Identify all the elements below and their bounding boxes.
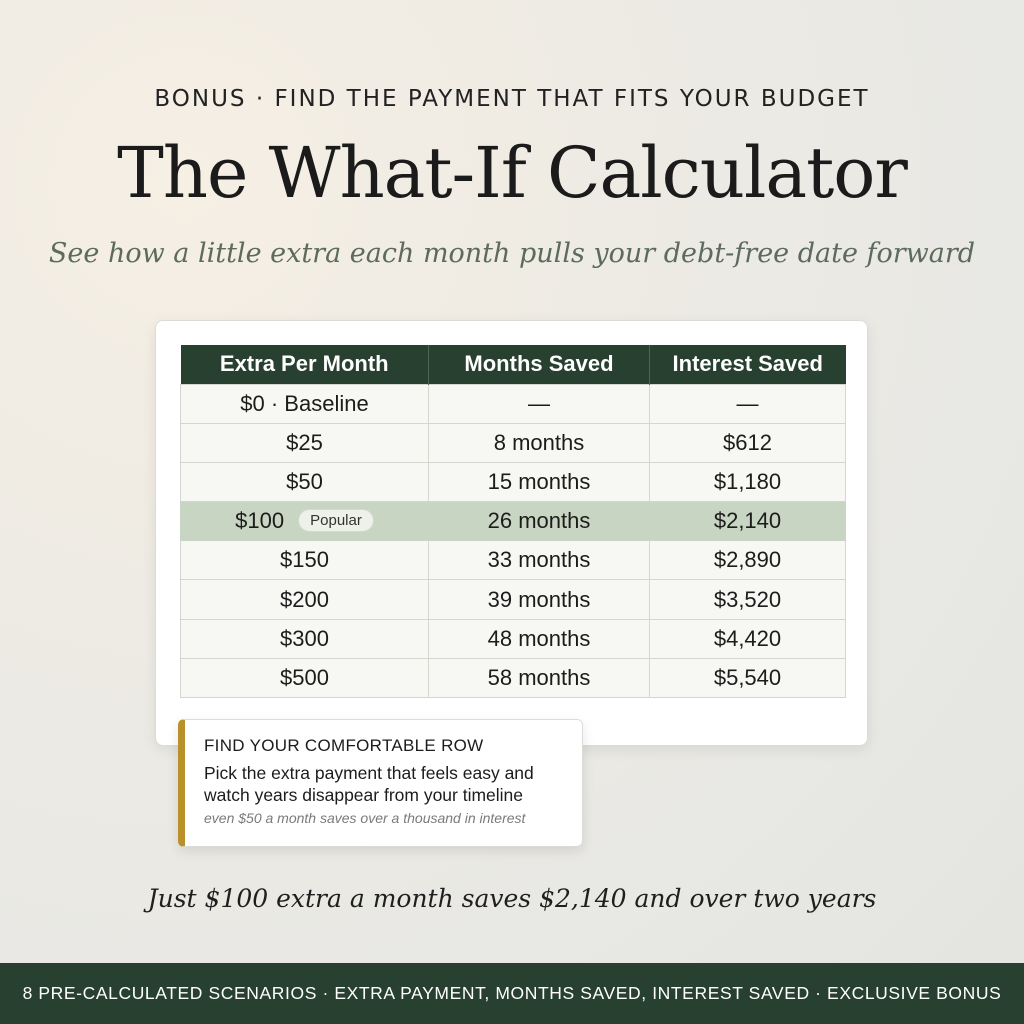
table-row bbox=[181, 423, 846, 462]
header-interest-saved: Interest Saved bbox=[650, 345, 846, 384]
popular-badge: Popular bbox=[298, 509, 374, 532]
header-months-saved: Months Saved bbox=[429, 345, 650, 384]
footer-text: 8 PRE-CALCULATED SCENARIOS · EXTRA PAYMENT, MONTHS SAVED, INTEREST SAVED · EXCLUSIVE BONUS bbox=[22, 983, 1002, 1003]
interest-cell: $3,520 bbox=[650, 580, 846, 619]
interest-cell: $2,890 bbox=[650, 541, 846, 580]
table-row bbox=[181, 619, 846, 658]
extra-cell: $150 bbox=[181, 541, 429, 580]
footer-banner bbox=[0, 963, 1024, 1024]
months-cell: 48 months bbox=[429, 619, 650, 658]
page-subtitle: See how a little extra each month pulls your debt-free date forward bbox=[48, 238, 976, 269]
table-row bbox=[181, 658, 846, 697]
interest-cell: — bbox=[650, 384, 846, 423]
interest-cell: $5,540 bbox=[650, 658, 846, 697]
table-row-highlighted bbox=[181, 502, 846, 541]
months-cell: 33 months bbox=[429, 541, 650, 580]
calculator-card bbox=[155, 320, 868, 746]
months-cell: 8 months bbox=[429, 423, 650, 462]
eyebrow-text: BONUS · FIND THE PAYMENT THAT FITS YOUR BUDGET bbox=[154, 86, 870, 112]
interest-cell: $4,420 bbox=[650, 619, 846, 658]
tip-callout bbox=[178, 719, 583, 847]
interest-cell: $2,140 bbox=[650, 502, 846, 541]
tip-heading: FIND YOUR COMFORTABLE ROW bbox=[204, 736, 484, 755]
page-title: The What-If Calculator bbox=[117, 132, 907, 214]
tip-footnote: even $50 a month saves over a thousand in interest bbox=[204, 810, 526, 826]
extra-cell: $200 bbox=[181, 580, 429, 619]
tip-body: Pick the extra payment that feels easy and watch years disappear from your timeline bbox=[204, 763, 534, 805]
interest-cell: $612 bbox=[650, 423, 846, 462]
header-extra-per-month: Extra Per Month bbox=[181, 345, 429, 384]
months-cell: 15 months bbox=[429, 462, 650, 501]
extra-cell bbox=[181, 502, 429, 541]
extra-cell: $300 bbox=[181, 619, 429, 658]
summary-caption: Just $100 extra a month saves $2,140 and over two years bbox=[147, 884, 877, 913]
months-cell: 58 months bbox=[429, 658, 650, 697]
what-if-table bbox=[180, 345, 846, 698]
extra-cell: $50 bbox=[181, 462, 429, 501]
table-row bbox=[181, 462, 846, 501]
extra-cell: $25 bbox=[181, 423, 429, 462]
months-cell: 39 months bbox=[429, 580, 650, 619]
table-row bbox=[181, 541, 846, 580]
months-cell: — bbox=[429, 384, 650, 423]
extra-cell: $0 · Baseline bbox=[181, 384, 429, 423]
extra-value: $100 bbox=[235, 508, 285, 534]
table-row bbox=[181, 384, 846, 423]
table-header-row bbox=[181, 345, 846, 384]
table-row bbox=[181, 580, 846, 619]
interest-cell: $1,180 bbox=[650, 462, 846, 501]
extra-cell: $500 bbox=[181, 658, 429, 697]
months-cell: 26 months bbox=[429, 502, 650, 541]
